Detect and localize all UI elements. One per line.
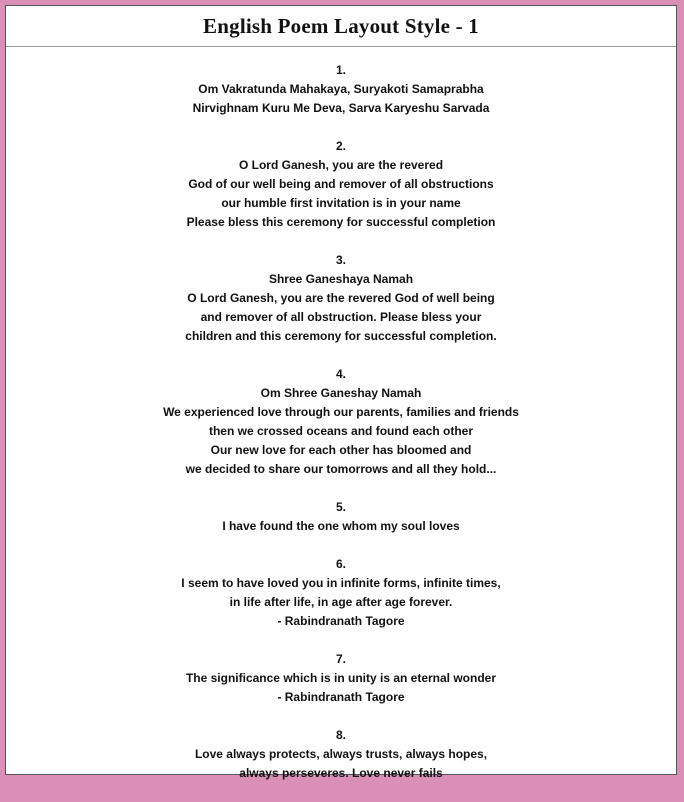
poem-stanza	[6, 498, 676, 536]
stanza-number: 8.	[335, 728, 346, 742]
page-frame	[5, 5, 677, 780]
poem-line: and remover of all obstruction. Please bless your	[200, 310, 482, 324]
stanza-number: 2.	[335, 139, 346, 153]
poem-line: O Lord Ganesh, you are the revered	[238, 158, 444, 172]
poem-stanza	[6, 365, 676, 479]
poem-list	[6, 61, 676, 802]
poem-line: our humble first invitation is in your name	[221, 196, 461, 210]
stanza-number: 3.	[335, 253, 346, 267]
poem-line: Shree Ganeshaya Namah	[268, 272, 414, 286]
poem-line: Please bless this ceremony for successful completion	[186, 215, 496, 229]
poem-line: always perseveres. Love never fails	[239, 766, 443, 780]
poem-line: The significance which is in unity is an eternal wonder	[185, 671, 497, 685]
poem-stanza	[6, 555, 676, 631]
poem-line: Our new love for each other has bloomed and	[210, 443, 472, 457]
poem-line: O Lord Ganesh, you are the revered God of well being	[187, 291, 495, 305]
poem-line: Love always protects, always trusts, always hopes,	[194, 747, 488, 761]
poem-stanza	[6, 251, 676, 346]
page-title: English Poem Layout Style - 1	[203, 13, 479, 38]
stanza-number: 5.	[335, 500, 346, 514]
poem-line: I seem to have loved you in infinite forms, infinite times,	[181, 576, 501, 590]
stanza-number: 7.	[335, 652, 346, 666]
stanza-number: 4.	[335, 367, 346, 381]
poem-line: Om Vakratunda Mahakaya, Suryakoti Samaprabha	[198, 82, 484, 96]
poem-line: Nirvighnam Kuru Me Deva, Sarva Karyeshu Sarvada	[192, 101, 490, 115]
poem-line: - Rabindranath Tagore	[277, 614, 405, 628]
poem-stanza	[6, 137, 676, 232]
poem-line: then we crossed oceans and found each other	[208, 424, 474, 438]
title-bar	[6, 6, 676, 47]
poem-line: - Rabindranath Tagore	[277, 690, 405, 704]
poem-line: we decided to share our tomorrows and all they hold...	[185, 462, 497, 476]
poem-stanza	[6, 61, 676, 118]
poem-line: children and this ceremony for successful completion.	[185, 329, 497, 343]
poem-line: God of our well being and remover of all obstructions	[188, 177, 494, 191]
poem-line: in life after life, in age after age forever.	[229, 595, 453, 609]
poem-line: We experienced love through our parents, families and friends	[163, 405, 519, 419]
poem-stanza	[6, 726, 676, 783]
stanza-number: 6.	[335, 557, 346, 571]
poem-line: Om Shree Ganeshay Namah	[260, 386, 422, 400]
stanza-number: 1.	[335, 63, 346, 77]
poem-stanza	[6, 650, 676, 707]
poem-line: I have found the one whom my soul loves	[222, 519, 460, 533]
